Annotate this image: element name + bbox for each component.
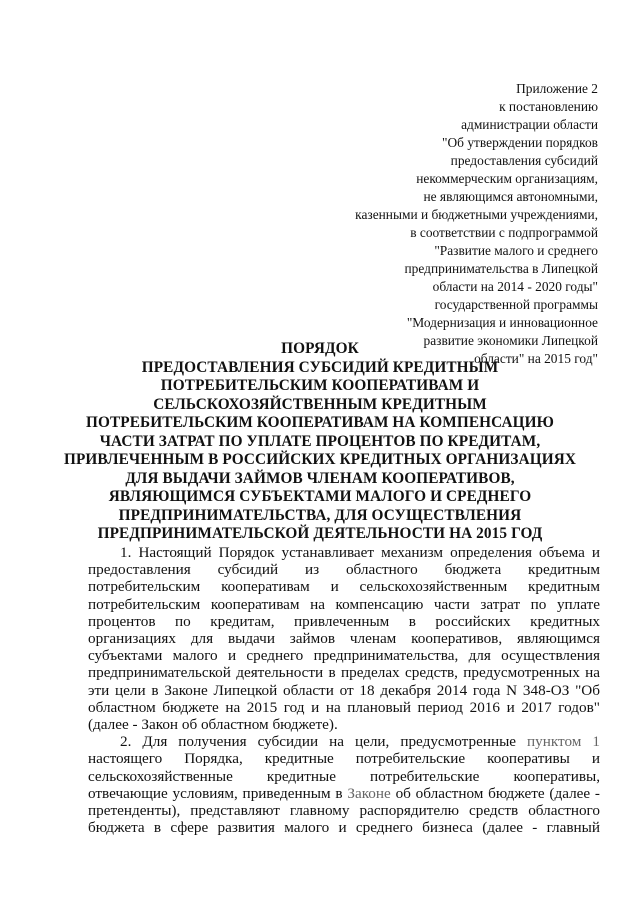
- body-line: (далее - Закон об областном бюджете).: [88, 716, 338, 734]
- appendix-line: области на 2014 - 2020 годы": [432, 279, 598, 294]
- title-line: ЯВЛЯЮЩИМСЯ СУБЪЕКТАМИ МАЛОГО И СРЕДНЕГО: [108, 488, 532, 505]
- document-body: [88, 544, 600, 836]
- appendix-line: развитие экономики Липецкой: [423, 333, 598, 348]
- law-link[interactable]: Законе: [347, 784, 391, 802]
- appendix-line: "Об утверждении порядков: [442, 135, 598, 150]
- body-line: 1. Настоящий Порядок устанавливает механизм определения объема и: [120, 544, 600, 561]
- body-line: бюджета в сфере развития малого и среднего бизнеса (далее - главный: [88, 819, 600, 837]
- appendix-line: к постановлению: [499, 99, 598, 114]
- document-title: [40, 340, 600, 544]
- appendix-line: администрации области: [461, 117, 598, 132]
- title-line: ПРЕДОСТАВЛЕНИЯ СУБСИДИЙ КРЕДИТНЫМ: [141, 358, 499, 376]
- paragraph-2: [88, 733, 600, 836]
- body-line: [88, 785, 600, 802]
- appendix-line: предпринимательства в Липецкой: [404, 261, 598, 276]
- appendix-line: предоставления субсидий: [450, 153, 598, 168]
- body-line: предпринимательской деятельности в пределах средств, предусмотренных на: [88, 664, 600, 682]
- appendix-line: государственной программы: [434, 297, 598, 312]
- appendix-line: казенными и бюджетными учреждениями,: [355, 207, 598, 222]
- body-line: потребительским кооперативам и сельскохозяйственным кредитным: [88, 578, 600, 596]
- body-line: [88, 733, 600, 750]
- appendix-line: некоммерческим организациям,: [416, 171, 598, 186]
- body-text: об областном бюджете (далее -: [390, 784, 600, 802]
- appendix-line: не являющимся автономными,: [423, 189, 598, 204]
- title-line: ПОРЯДОК: [281, 340, 359, 357]
- clause-1-link[interactable]: пунктом 1: [527, 733, 600, 751]
- body-line: настоящего Порядка, кредитные потребительские кооперативы и: [88, 750, 600, 768]
- body-line: предоставления субсидий из областного бюджета кредитным: [88, 561, 600, 579]
- title-line: ЧАСТИ ЗАТРАТ ПО УПЛАТЕ ПРОЦЕНТОВ ПО КРЕДИТАМ,: [99, 432, 541, 450]
- appendix-line: в соответствии с подпрограммой: [410, 225, 598, 240]
- title-line: ПРЕДПРИНИМАТЕЛЬСТВА, ДЛЯ ОСУЩЕСТВЛЕНИЯ: [118, 506, 522, 524]
- appendix-line: "Развитие малого и среднего: [434, 243, 598, 258]
- body-line: областном бюджете на 2015 год и на плановый период 2016 и 2017 годов": [88, 698, 600, 716]
- body-line: сельскохозяйственные кредитные потребительские кооперативы,: [88, 767, 600, 785]
- title-line: ДЛЯ ВЫДАЧИ ЗАЙМОВ ЧЛЕНАМ КООПЕРАТИВОВ,: [125, 469, 515, 487]
- appendix-line: "Модернизация и инновационное: [406, 315, 598, 330]
- body-line: потребительским кооперативам на компенсацию части затрат по уплате: [88, 595, 600, 613]
- title-line: ПОТРЕБИТЕЛЬСКИМ КООПЕРАТИВАМ И: [160, 377, 480, 394]
- title-line: СЕЛЬСКОХОЗЯЙСТВЕННЫМ КРЕДИТНЫМ: [153, 395, 487, 413]
- body-line: субъектами малого и среднего предпринимательства, для осуществления: [88, 647, 600, 665]
- body-line: эти цели в Законе Липецкой области от 18 декабря 2014 года N 348-ОЗ "Об: [88, 681, 600, 699]
- paragraph-1: [88, 544, 600, 733]
- appendix-line: Приложение 2: [516, 81, 598, 96]
- body-line: процентов по кредитам, привлеченным в российских кредитных: [88, 612, 600, 630]
- title-line: ПРИВЛЕЧЕННЫМ В РОССИЙСКИХ КРЕДИТНЫХ ОРГАНИЗАЦИЯХ: [63, 451, 577, 468]
- title-line: ПРЕДПРИНИМАТЕЛЬСКОЙ ДЕЯТЕЛЬНОСТИ НА 2015 ГОД: [97, 525, 543, 542]
- body-text: 2. Для получения субсидии на цели, предусмотренные: [120, 733, 528, 751]
- body-text: отвечающие условиям, приведенным в: [88, 784, 348, 802]
- appendix-block: [340, 80, 598, 368]
- body-line: организациях для выдачи займов членам кооперативов, являющимся: [88, 630, 600, 648]
- body-line: претенденты), представляют главному распорядителю средств областного: [88, 802, 600, 820]
- appendix-line: области" на 2015 год": [474, 351, 598, 366]
- title-line: ПОТРЕБИТЕЛЬСКИМ КООПЕРАТИВАМ НА КОМПЕНСАЦИЮ: [85, 414, 554, 431]
